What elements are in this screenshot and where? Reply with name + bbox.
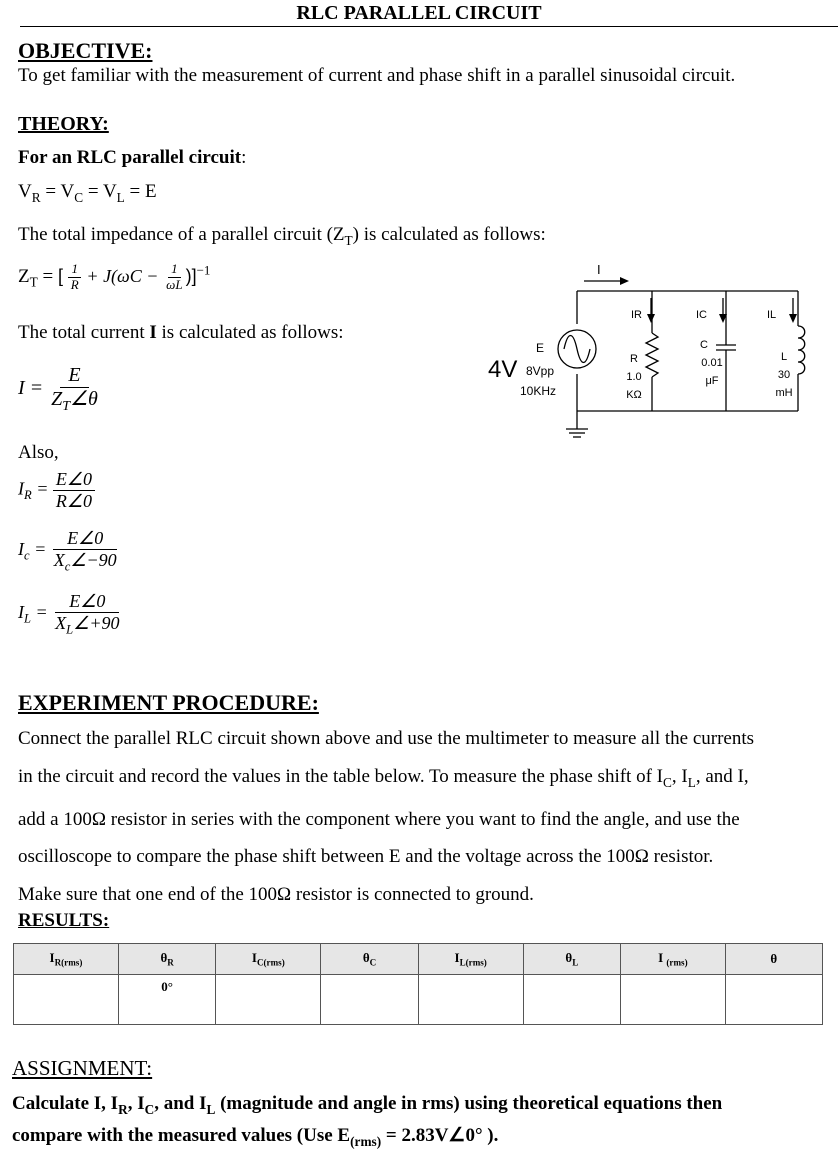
page-title: RLC PARALLEL CIRCUIT	[296, 2, 542, 24]
current-formula: I = $\frac{E}{Z_T\angle\theta}$	[18, 364, 98, 414]
impedance-text: The total impedance of a parallel circuit $(Z_T)$ is calculated as follows:	[18, 224, 546, 248]
current-arrowhead	[620, 277, 629, 285]
table-cell	[216, 975, 321, 1025]
header-i: I $_{(rms)}$	[621, 944, 726, 975]
l-label: L	[780, 351, 788, 363]
il-label: IL	[767, 309, 777, 321]
header-theta-r: $\theta_R$	[118, 944, 216, 975]
assignment-heading: ASSIGNMENT:	[12, 1056, 153, 1080]
c-value-2: μF	[705, 375, 719, 387]
il-formula: $I_L$ = $\frac{E\angle 0}{X_L\angle+90}$	[18, 591, 120, 637]
theory-heading: THEORY:	[18, 113, 109, 135]
title-rule	[20, 26, 838, 27]
header-ir: $I_{R(rms)}$	[14, 944, 119, 975]
source-vpp: 8Vpp	[526, 364, 555, 378]
also-text: Also,	[18, 442, 59, 463]
ir-arrowhead	[647, 314, 655, 323]
impedance-formula: $Z_T$ = [ $\frac{1}{R}$ + J(ωC − $\frac{1}{\omega L}$ )]$^{-1}$	[18, 261, 211, 292]
table-cell	[14, 975, 119, 1025]
l-value-1: 30	[777, 369, 791, 381]
header-theta-c: $\theta_C$	[321, 944, 419, 975]
source-label: E	[535, 341, 544, 355]
procedure-heading: EXPERIMENT PROCEDURE:	[18, 690, 319, 715]
il-arrowhead	[789, 314, 797, 323]
source-frequency: 10KHz	[520, 384, 557, 398]
resistor-icon	[646, 333, 658, 377]
ic-formula: $I_c$ = $\frac{E\angle 0}{X_c\angle-90}$	[18, 528, 117, 574]
procedure-line: Make sure that one end of the 100Ω resistor is connected to ground.	[18, 883, 534, 905]
assignment-line-1: Calculate I, $I_R$, $I_C$, and $I_L$ (magnitude and angle in rms) using theoretical equations then	[12, 1093, 723, 1117]
sine-icon	[564, 336, 590, 363]
table-row	[14, 975, 823, 1025]
procedure-line: Connect the parallel RLC circuit shown above and use the multimeter to measure all the currents	[18, 728, 755, 749]
table-cell	[418, 975, 523, 1025]
procedure-text	[18, 720, 836, 913]
header-theta-l: $\theta_L$	[523, 944, 620, 975]
table-cell	[621, 975, 726, 1025]
circuit-svg	[480, 256, 820, 446]
ir-formula: $I_R$ = $\frac{E\angle 0}{R\angle 0}$	[18, 469, 95, 511]
ic-label: IC	[696, 309, 707, 321]
theory-subheading-text: For an RLC parallel circuit	[18, 147, 242, 168]
voltage-equation: $V_R = V_C = V_L = E$	[18, 181, 157, 205]
header-ic: $I_{C(rms)}$	[216, 944, 321, 975]
objective-text: To get familiar with the measurement of current and phase shift in a parallel sinusoidal circuit.	[18, 65, 736, 86]
source-amplitude: 4V	[488, 356, 518, 383]
header-theta: θ	[725, 944, 822, 975]
current-label: I	[597, 262, 601, 277]
table-header-row	[14, 944, 823, 975]
ir-label: IR	[631, 309, 642, 321]
assignment-text	[12, 1091, 832, 1155]
procedure-line: in the circuit and record the values in the table below. To measure the phase shift of $I_C$, $I_L$, and I,	[18, 765, 749, 790]
table-cell	[523, 975, 620, 1025]
procedure-line: add a 100Ω resistor in series with the component where you want to find the angle, and use the	[18, 808, 740, 830]
theory-subheading-colon: :	[241, 147, 247, 168]
assignment-line-2: compare with the measured values (Use $E_{(rms)}$ = 2.83V∠0° ).	[12, 1124, 499, 1149]
r-value-2: KΩ	[626, 389, 642, 401]
procedure-line: oscilloscope to compare the phase shift between E and the voltage across the 100Ω resistor.	[18, 846, 714, 868]
r-value-1: 1.0	[626, 371, 642, 383]
current-text: The total current I is calculated as follows:	[18, 322, 344, 343]
l-value-2: mH	[775, 387, 793, 399]
results-heading: RESULTS:	[18, 910, 110, 931]
c-value-1: 0.01	[701, 357, 723, 369]
table-cell: 0°	[118, 975, 216, 1025]
theory-subheading	[18, 147, 246, 169]
inductor-icon	[798, 326, 805, 374]
table-cell	[321, 975, 419, 1025]
header-il: $I_{L(rms)}$	[418, 944, 523, 975]
table-cell	[725, 975, 822, 1025]
results-table	[13, 943, 823, 1025]
c-label: C	[700, 339, 708, 351]
objective-heading: OBJECTIVE:	[18, 38, 153, 63]
circuit-diagram	[480, 256, 820, 446]
r-label: R	[630, 353, 638, 365]
